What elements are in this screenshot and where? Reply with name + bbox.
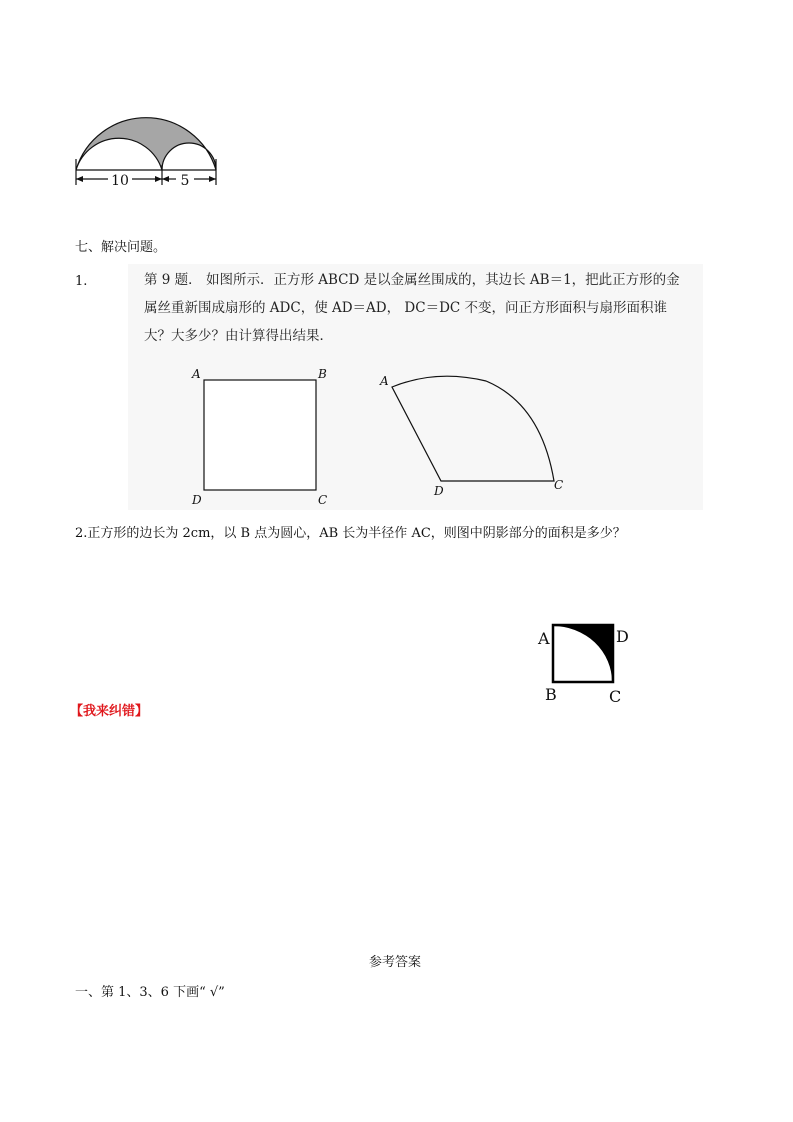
sector-label-c: C <box>554 478 564 492</box>
problem2-text: 2.正方形的边长为 2cm，以 B 点为圆心，AB 长为半径作 AC，则图中阴影部分的面积是多少？ <box>75 526 626 541</box>
correction-heading: 【我来纠错】 <box>70 704 149 719</box>
problem1-line1: 第 9 题． 如图所示．正方形 ABCD 是以金属丝围成的，其边长 AB＝1，把此正方形的金 <box>144 272 680 288</box>
square-label-c: C <box>318 493 328 507</box>
dimension-label-left: 10 <box>111 173 129 189</box>
problem1-panel <box>128 264 703 510</box>
sector-label-a: A <box>380 374 389 388</box>
square-label-a: A <box>192 367 201 381</box>
quarter-label-a: A <box>538 629 550 648</box>
quarter-label-b: B <box>545 685 557 704</box>
problem1-line3: 大？大多少？由计算得出结果． <box>144 328 333 344</box>
dimension-label-right: 5 <box>180 173 190 189</box>
sector-label-d: D <box>434 484 444 498</box>
semicircle-figure <box>70 95 230 190</box>
problem1-number: 1. <box>75 274 88 289</box>
sector-adc-figure <box>376 369 576 509</box>
section-title: 七、解决问题。 <box>75 240 167 255</box>
square-label-b: B <box>318 367 327 381</box>
square-abcd-figure <box>188 364 338 509</box>
answer-line1: 一、第 1、3、6 下画“ √” <box>75 985 225 1000</box>
square-label-d: D <box>192 493 202 507</box>
problem1-line2: 属丝重新围成扇形的 ADC，使 AD＝AD， DC＝DC 不变，问正方形面积与扇形面积谁 <box>144 300 668 316</box>
answer-heading: 参考答案 <box>369 955 422 970</box>
quarter-label-c: C <box>609 687 622 705</box>
quarter-label-d: D <box>616 627 629 646</box>
quarter-circle-figure <box>535 620 635 705</box>
